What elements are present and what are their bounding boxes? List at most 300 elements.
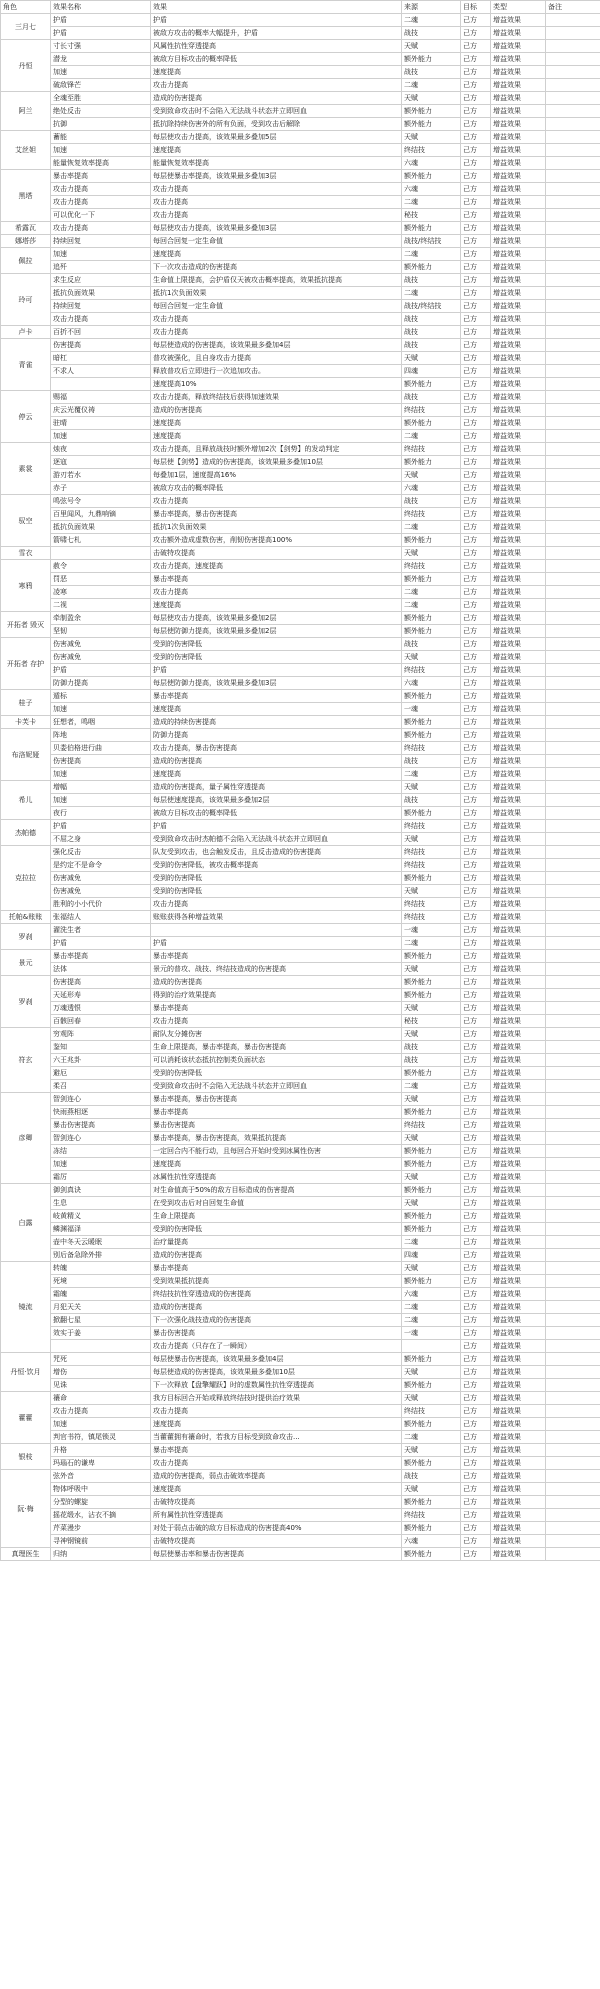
note-cell — [546, 1119, 600, 1132]
effect-name-cell: 岐黄精义 — [51, 1210, 151, 1223]
target-cell: 己方 — [461, 1119, 491, 1132]
effect-cell: 速度提高 — [151, 144, 402, 157]
role-cell: 符玄 — [1, 1028, 51, 1093]
type-cell: 增益效果 — [491, 1535, 546, 1548]
effect-cell: 被敌方攻击的概率降低 — [151, 482, 402, 495]
target-cell: 己方 — [461, 222, 491, 235]
role-cell: 镜流 — [1, 1262, 51, 1353]
source-cell: 终结技 — [402, 1509, 461, 1522]
type-cell: 增益效果 — [491, 1392, 546, 1405]
note-cell — [546, 92, 600, 105]
role-cell: 布洛妮娅 — [1, 729, 51, 781]
effect-name-cell: 全魂至胜 — [51, 92, 151, 105]
table-row — [1, 651, 600, 664]
effect-cell: 速度提高 — [151, 1158, 402, 1171]
table-row — [1, 599, 600, 612]
target-cell: 己方 — [461, 1457, 491, 1470]
effect-name-cell: 濯洗生者 — [51, 924, 151, 937]
effect-name-cell: 潜龙 — [51, 53, 151, 66]
effect-name-cell: 月犯天关 — [51, 1301, 151, 1314]
target-cell: 己方 — [461, 976, 491, 989]
source-cell: 二魂 — [402, 287, 461, 300]
note-cell — [546, 859, 600, 872]
type-cell: 增益效果 — [491, 534, 546, 547]
target-cell: 己方 — [461, 924, 491, 937]
type-cell: 增益效果 — [491, 1080, 546, 1093]
effect-name-cell: 凌寒 — [51, 586, 151, 599]
note-cell — [546, 612, 600, 625]
target-cell: 己方 — [461, 1314, 491, 1327]
table-row — [1, 92, 600, 105]
type-cell: 增益效果 — [491, 40, 546, 53]
note-cell — [546, 638, 600, 651]
role-cell: 藿藿 — [1, 1392, 51, 1444]
note-cell — [546, 495, 600, 508]
effect-cell: 造成的伤害提高 — [151, 92, 402, 105]
target-cell: 己方 — [461, 482, 491, 495]
note-cell — [546, 391, 600, 404]
table-row — [1, 339, 600, 352]
source-cell: 额外能力 — [402, 729, 461, 742]
source-cell: 天赋 — [402, 1093, 461, 1106]
target-cell: 己方 — [461, 534, 491, 547]
target-cell: 己方 — [461, 1535, 491, 1548]
effect-cell: 在受到攻击后对自回复生命值 — [151, 1197, 402, 1210]
source-cell: 二魂 — [402, 1431, 461, 1444]
source-cell: 战技 — [402, 638, 461, 651]
table-row — [1, 430, 600, 443]
note-cell — [546, 222, 600, 235]
source-cell: 天赋 — [402, 469, 461, 482]
effect-cell: 受到致命攻击时杰帕德不会陷入无法战斗状态并立即回血 — [151, 833, 402, 846]
target-cell: 己方 — [461, 1392, 491, 1405]
effect-name-cell: 法体 — [51, 963, 151, 976]
target-cell: 己方 — [461, 1340, 491, 1353]
effect-name-cell: 箭啸七札 — [51, 534, 151, 547]
table-row — [1, 885, 600, 898]
effect-cell: 释放普攻后立即进行一次追加攻击。 — [151, 365, 402, 378]
source-cell: 战技/终结技 — [402, 300, 461, 313]
effect-name-cell: 攻击力提高 — [51, 1405, 151, 1418]
effect-name-cell: 是约定不是命令 — [51, 859, 151, 872]
effect-cell: 下一次攻击造成的伤害提高 — [151, 261, 402, 274]
note-cell — [546, 950, 600, 963]
source-cell: 额外能力 — [402, 170, 461, 183]
target-cell: 己方 — [461, 196, 491, 209]
source-cell: 四魂 — [402, 1249, 461, 1262]
target-cell: 己方 — [461, 131, 491, 144]
target-cell: 己方 — [461, 612, 491, 625]
type-cell: 增益效果 — [491, 339, 546, 352]
target-cell: 己方 — [461, 235, 491, 248]
effect-cell: 造成的伤害提高 — [151, 1301, 402, 1314]
table-row — [1, 1171, 600, 1184]
target-cell: 己方 — [461, 391, 491, 404]
type-cell: 增益效果 — [491, 703, 546, 716]
role-cell: 开拓者 毁灭 — [1, 612, 51, 638]
target-cell: 己方 — [461, 898, 491, 911]
note-cell — [546, 352, 600, 365]
table-row — [1, 404, 600, 417]
table-row — [1, 1275, 600, 1288]
source-cell: 二魂 — [402, 79, 461, 92]
type-cell: 增益效果 — [491, 1496, 546, 1509]
note-cell — [546, 79, 600, 92]
type-cell: 增益效果 — [491, 378, 546, 391]
effect-name-cell: 鉴知 — [51, 1041, 151, 1054]
effect-name-cell: 穷观阵 — [51, 1028, 151, 1041]
source-cell: 战技 — [402, 339, 461, 352]
effect-name-cell: 暗杠 — [51, 352, 151, 365]
effect-cell: 暴击伤害提高 — [151, 1327, 402, 1340]
effect-cell: 治疗量提高 — [151, 1236, 402, 1249]
type-cell: 增益效果 — [491, 820, 546, 833]
source-cell: 额外能力 — [402, 1275, 461, 1288]
table-row — [1, 1314, 600, 1327]
effect-cell: 造成的伤害提高 — [151, 404, 402, 417]
type-cell: 增益效果 — [491, 807, 546, 820]
note-cell — [546, 794, 600, 807]
effect-cell: 生命上限提高 — [151, 1210, 402, 1223]
type-cell: 增益效果 — [491, 66, 546, 79]
type-cell: 增益效果 — [491, 352, 546, 365]
source-cell: 天赋 — [402, 833, 461, 846]
source-cell: 战技 — [402, 495, 461, 508]
role-cell: 丹恒 — [1, 40, 51, 92]
table-row — [1, 14, 600, 27]
target-cell: 己方 — [461, 183, 491, 196]
table-row — [1, 53, 600, 66]
header-row — [1, 1, 600, 14]
target-cell: 己方 — [461, 950, 491, 963]
note-cell — [546, 1275, 600, 1288]
effect-cell: 暴击率提高 — [151, 573, 402, 586]
source-cell: 终结技 — [402, 911, 461, 924]
effect-name-cell: 庆云光覆仪祷 — [51, 404, 151, 417]
note-cell — [546, 911, 600, 924]
table-row — [1, 859, 600, 872]
effect-name-cell: 玛瑙石的谦卑 — [51, 1457, 151, 1470]
type-cell: 增益效果 — [491, 196, 546, 209]
note-cell — [546, 976, 600, 989]
table-row — [1, 1119, 600, 1132]
note-cell — [546, 482, 600, 495]
effect-cell: 被敌方目标攻击的概率降低 — [151, 53, 402, 66]
effect-cell: 速度提高 — [151, 248, 402, 261]
effect-cell: 攻击力提高 — [151, 1015, 402, 1028]
target-cell: 己方 — [461, 1470, 491, 1483]
effect-cell: 暴击率提高，暴击伤害提高 — [151, 508, 402, 521]
effect-name-cell: 寸长寸强 — [51, 40, 151, 53]
target-cell: 己方 — [461, 560, 491, 573]
type-cell: 增益效果 — [491, 1041, 546, 1054]
effect-cell: 受到的伤害降低 — [151, 651, 402, 664]
table-row — [1, 1223, 600, 1236]
note-cell — [546, 170, 600, 183]
source-cell: 额外能力 — [402, 1496, 461, 1509]
note-cell — [546, 690, 600, 703]
effect-cell: 攻击力提高 — [151, 1457, 402, 1470]
effect-name-cell: 壶中冬天云暖眠 — [51, 1236, 151, 1249]
effect-name-cell: 暴击率提高 — [51, 950, 151, 963]
effect-name-cell: 伤害减免 — [51, 885, 151, 898]
effect-cell: 每层使攻击力提高，该效果最多叠加2层 — [151, 612, 402, 625]
role-cell: 娜塔莎 — [1, 235, 51, 248]
note-cell — [546, 1093, 600, 1106]
effect-name-cell: 抵抗负面效果 — [51, 287, 151, 300]
source-cell: 天赋 — [402, 1366, 461, 1379]
note-cell — [546, 534, 600, 547]
effect-name-cell: 驻晴 — [51, 417, 151, 430]
effect-cell: 攻击力提高，暴击伤害提高 — [151, 742, 402, 755]
source-cell: 额外能力 — [402, 716, 461, 729]
note-cell — [546, 846, 600, 859]
type-cell: 增益效果 — [491, 937, 546, 950]
target-cell: 己方 — [461, 1275, 491, 1288]
table-row — [1, 755, 600, 768]
target-cell: 己方 — [461, 1067, 491, 1080]
table-row — [1, 1483, 600, 1496]
table-row — [1, 1262, 600, 1275]
effect-cell: 下一次强化战技造成的伤害提高 — [151, 1314, 402, 1327]
effect-cell: 被敌方目标攻击的概率降低 — [151, 807, 402, 820]
table-row — [1, 1093, 600, 1106]
type-cell: 增益效果 — [491, 1288, 546, 1301]
source-cell: 二魂 — [402, 248, 461, 261]
source-cell: 战技 — [402, 274, 461, 287]
effect-cell: 造成的伤害提高，量子属性穿透提高 — [151, 781, 402, 794]
type-cell: 增益效果 — [491, 456, 546, 469]
effect-name-cell: 二视 — [51, 599, 151, 612]
target-cell: 己方 — [461, 274, 491, 287]
target-cell: 己方 — [461, 1301, 491, 1314]
role-cell: 克拉拉 — [1, 846, 51, 911]
effect-name-cell: 冻结 — [51, 1145, 151, 1158]
note-cell — [546, 1496, 600, 1509]
type-cell: 增益效果 — [491, 599, 546, 612]
source-cell: 六魂 — [402, 1288, 461, 1301]
source-cell: 额外能力 — [402, 625, 461, 638]
effect-name-cell: 伤害提高 — [51, 976, 151, 989]
header-note: 备注 — [546, 1, 600, 14]
table-row — [1, 196, 600, 209]
role-cell: 青雀 — [1, 339, 51, 391]
table-row — [1, 326, 600, 339]
type-cell: 增益效果 — [491, 1054, 546, 1067]
effect-name-cell: 持续回复 — [51, 235, 151, 248]
note-cell — [546, 1379, 600, 1392]
target-cell: 己方 — [461, 677, 491, 690]
note-cell — [546, 898, 600, 911]
effect-cell: 每层使防御力提高，该效果最多叠加2层 — [151, 625, 402, 638]
table-row — [1, 482, 600, 495]
type-cell: 增益效果 — [491, 1301, 546, 1314]
type-cell: 增益效果 — [491, 79, 546, 92]
role-cell: 托帕&账账 — [1, 911, 51, 924]
note-cell — [546, 417, 600, 430]
table-row — [1, 807, 600, 820]
effect-name-cell: 张福结人 — [51, 911, 151, 924]
table-row — [1, 1327, 600, 1340]
type-cell: 增益效果 — [491, 144, 546, 157]
effect-cell: 防御力提高 — [151, 729, 402, 742]
table-row — [1, 287, 600, 300]
target-cell: 己方 — [461, 859, 491, 872]
effect-name-cell: 鸣弦号令 — [51, 495, 151, 508]
effect-cell: 攻击力提高 — [151, 79, 402, 92]
note-cell — [546, 1470, 600, 1483]
type-cell: 增益效果 — [491, 53, 546, 66]
type-cell: 增益效果 — [491, 560, 546, 573]
target-cell: 己方 — [461, 963, 491, 976]
effect-cell: 每层使攻击力提高，该效果最多叠加5层 — [151, 131, 402, 144]
table-row — [1, 872, 600, 885]
source-cell: 天赋 — [402, 547, 461, 560]
target-cell: 己方 — [461, 1405, 491, 1418]
note-cell — [546, 1301, 600, 1314]
effect-cell: 攻击力提高，释放终结技后获得加速效果 — [151, 391, 402, 404]
table-row — [1, 1067, 600, 1080]
note-cell — [546, 820, 600, 833]
effect-name-cell: 鳞渊福泽 — [51, 1223, 151, 1236]
source-cell — [402, 1340, 461, 1353]
source-cell: 六魂 — [402, 183, 461, 196]
effect-cell: 暴击率提高，暴击伤害提高 — [151, 1093, 402, 1106]
source-cell: 战技/终结技 — [402, 235, 461, 248]
effect-cell: 造成的伤害提高 — [151, 976, 402, 989]
note-cell — [546, 560, 600, 573]
effect-name-cell: 见诛 — [51, 1379, 151, 1392]
table-row — [1, 742, 600, 755]
note-cell — [546, 1002, 600, 1015]
effect-cell: 攻击力提高，速度提高 — [151, 560, 402, 573]
target-cell: 己方 — [461, 1210, 491, 1223]
effect-cell: 景元的普攻、战技、终结技造成的伤害提高 — [151, 963, 402, 976]
type-cell: 增益效果 — [491, 1366, 546, 1379]
target-cell: 己方 — [461, 729, 491, 742]
target-cell: 己方 — [461, 1015, 491, 1028]
target-cell: 己方 — [461, 300, 491, 313]
effect-name-cell: 胜利的小小代价 — [51, 898, 151, 911]
effect-name-cell: 游刃若水 — [51, 469, 151, 482]
table-row — [1, 1132, 600, 1145]
note-cell — [546, 781, 600, 794]
table-row — [1, 898, 600, 911]
target-cell: 己方 — [461, 313, 491, 326]
effect-name-cell: 遁标 — [51, 690, 151, 703]
effect-cell: 生命值上限提高，会护盾仅天被攻击概率提高，效果抵抗提高 — [151, 274, 402, 287]
note-cell — [546, 1457, 600, 1470]
note-cell — [546, 1106, 600, 1119]
effect-cell: 抵抗1次负面效果 — [151, 287, 402, 300]
source-cell: 六魂 — [402, 1535, 461, 1548]
type-cell: 增益效果 — [491, 1340, 546, 1353]
target-cell: 己方 — [461, 742, 491, 755]
note-cell — [546, 885, 600, 898]
note-cell — [546, 924, 600, 937]
effect-cell: 击破特攻提高 — [151, 1535, 402, 1548]
target-cell: 己方 — [461, 1132, 491, 1145]
note-cell — [546, 677, 600, 690]
role-cell: 雪衣 — [1, 547, 51, 560]
target-cell: 己方 — [461, 417, 491, 430]
source-cell: 天赋 — [402, 1483, 461, 1496]
type-cell: 增益效果 — [491, 248, 546, 261]
type-cell: 增益效果 — [491, 1093, 546, 1106]
table-row — [1, 560, 600, 573]
note-cell — [546, 378, 600, 391]
source-cell: 战技 — [402, 755, 461, 768]
source-cell: 天赋 — [402, 131, 461, 144]
effect-cell: 每层使暴击率提高，该效果最多叠加3层 — [151, 170, 402, 183]
type-cell: 增益效果 — [491, 1405, 546, 1418]
target-cell: 己方 — [461, 1496, 491, 1509]
effect-name-cell: 罚恶 — [51, 573, 151, 586]
note-cell — [546, 1080, 600, 1093]
role-cell: 银枝 — [1, 1444, 51, 1470]
type-cell: 增益效果 — [491, 313, 546, 326]
note-cell — [546, 261, 600, 274]
type-cell: 增益效果 — [491, 781, 546, 794]
effect-cell: 普攻被强化，且自身攻击力提高 — [151, 352, 402, 365]
table-body — [1, 14, 600, 1561]
effect-cell: 能量恢复效率提高 — [151, 157, 402, 170]
effect-name-cell: 加速 — [51, 430, 151, 443]
source-cell: 战技 — [402, 27, 461, 40]
effect-cell: 每层使暴击率和暴击伤害提高 — [151, 1548, 402, 1561]
source-cell: 终结技 — [402, 560, 461, 573]
table-row — [1, 157, 600, 170]
note-cell — [546, 1509, 600, 1522]
effect-name-cell: 死境 — [51, 1275, 151, 1288]
source-cell: 四魂 — [402, 365, 461, 378]
role-cell: 景元 — [1, 950, 51, 976]
table-row — [1, 690, 600, 703]
target-cell: 己方 — [461, 937, 491, 950]
note-cell — [546, 339, 600, 352]
target-cell: 己方 — [461, 1041, 491, 1054]
effect-cell: 每层使速度提高，该效果最多叠加2层 — [151, 794, 402, 807]
effect-cell: 速度提高 — [151, 1483, 402, 1496]
source-cell: 二魂 — [402, 1080, 461, 1093]
table-row — [1, 495, 600, 508]
effect-name-cell: 赦令 — [51, 560, 151, 573]
source-cell: 额外能力 — [402, 1106, 461, 1119]
type-cell: 增益效果 — [491, 482, 546, 495]
type-cell: 增益效果 — [491, 365, 546, 378]
target-cell: 己方 — [461, 287, 491, 300]
note-cell — [546, 1054, 600, 1067]
effect-cell: 速度提高 — [151, 768, 402, 781]
effect-name-cell: 伤害减免 — [51, 872, 151, 885]
role-cell: 丹恒·饮月 — [1, 1353, 51, 1392]
effect-cell: 受到致命攻击时不会陷入无法战斗状态并立即回血 — [151, 105, 402, 118]
target-cell: 己方 — [461, 664, 491, 677]
effect-cell: 攻击力提高 — [151, 495, 402, 508]
table-row — [1, 1366, 600, 1379]
effect-name-cell: 攻击力提高 — [51, 196, 151, 209]
source-cell: 额外能力 — [402, 1158, 461, 1171]
source-cell: 终结技 — [402, 898, 461, 911]
type-cell: 增益效果 — [491, 14, 546, 27]
type-cell: 增益效果 — [491, 1379, 546, 1392]
role-cell: 桂子 — [1, 690, 51, 716]
type-cell: 增益效果 — [491, 1275, 546, 1288]
note-cell — [546, 1145, 600, 1158]
effect-cell: 对处于弱点击破的敌方目标造成的伤害提高40% — [151, 1522, 402, 1535]
effect-name-cell: 天延形寿 — [51, 989, 151, 1002]
target-cell: 己方 — [461, 495, 491, 508]
